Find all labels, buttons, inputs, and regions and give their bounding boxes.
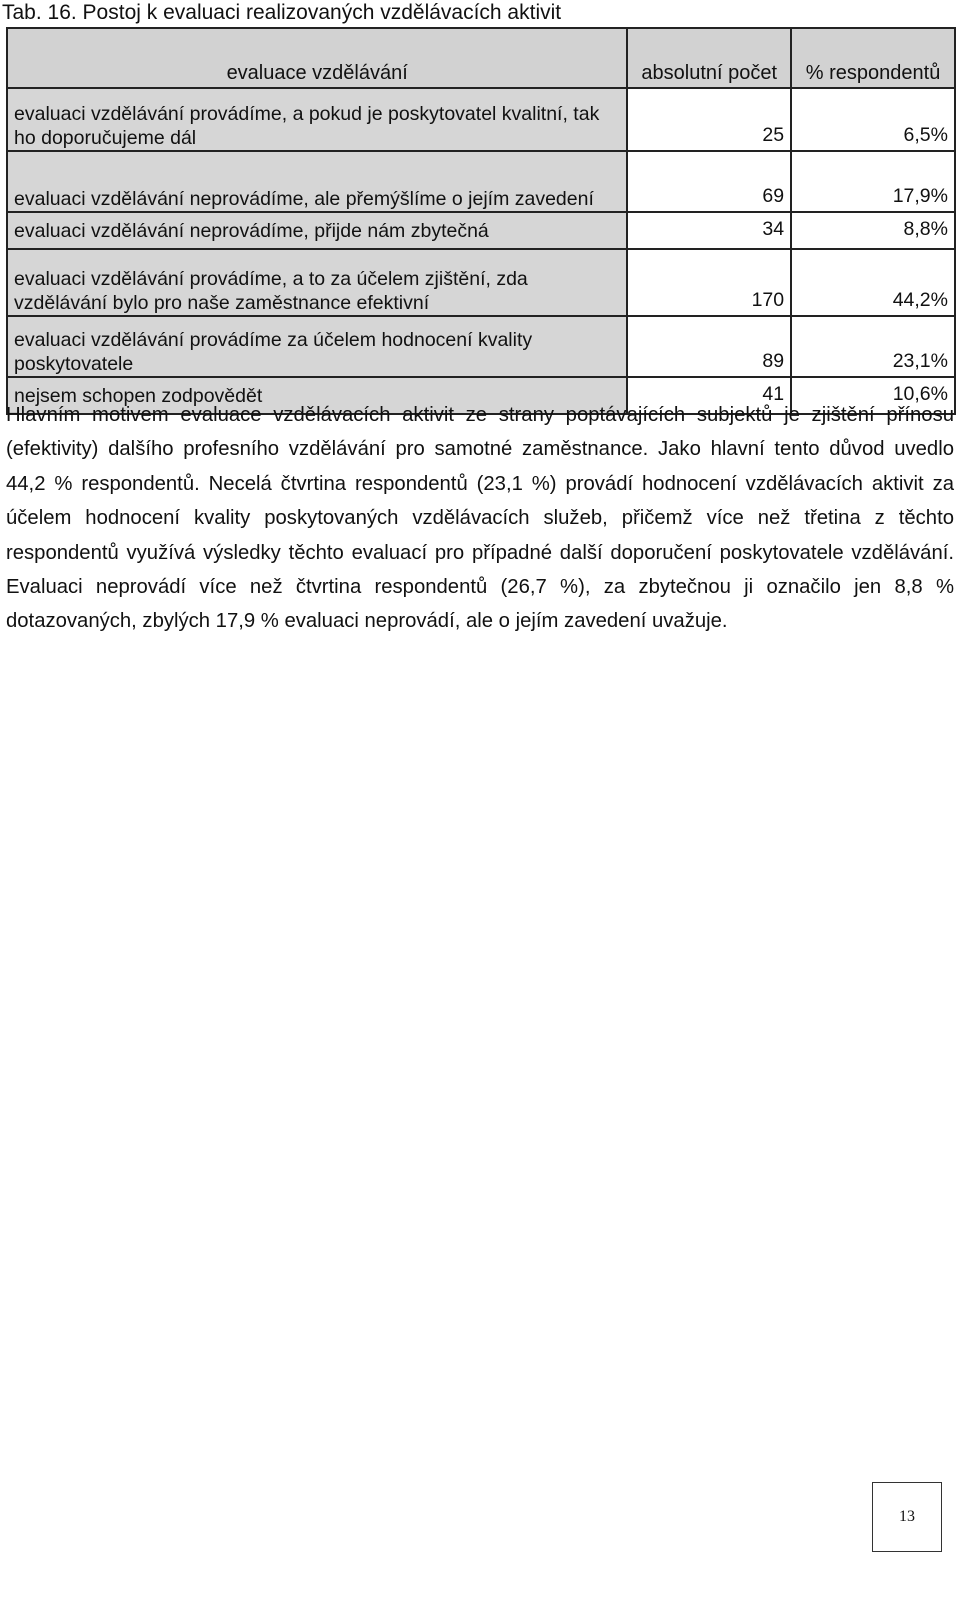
table-row	[7, 88, 955, 151]
table-row	[7, 151, 955, 212]
row-percent: 44,2%	[791, 249, 955, 316]
row-label: evaluaci vzdělávání provádíme za účelem hodnocení kvality poskytovatele	[7, 316, 627, 377]
header-absolute-count: absolutní počet	[627, 28, 791, 88]
row-count: 170	[627, 249, 791, 316]
row-label: nejsem schopen zodpovědět	[7, 377, 627, 414]
table-row	[7, 212, 955, 249]
row-label: evaluaci vzdělávání neprovádíme, přijde nám zbytečná	[7, 212, 627, 249]
row-percent: 10,6%	[791, 377, 955, 414]
row-label: evaluaci vzdělávání provádíme, a to za účelem zjištění, zda vzdělávání bylo pro naše zaměstnance efektivní	[7, 249, 627, 316]
row-count: 89	[627, 316, 791, 377]
page-number: 13	[872, 1482, 942, 1552]
row-count: 69	[627, 151, 791, 212]
row-count: 41	[627, 377, 791, 414]
row-count: 25	[627, 88, 791, 151]
row-percent: 17,9%	[791, 151, 955, 212]
row-percent: 6,5%	[791, 88, 955, 151]
row-percent: 23,1%	[791, 316, 955, 377]
row-label: evaluaci vzdělávání provádíme, a pokud je poskytovatel kvalitní, tak ho doporučujeme dál	[7, 88, 627, 151]
evaluation-table	[6, 27, 956, 415]
header-evaluation: evaluace vzdělávání	[7, 28, 627, 88]
row-count: 34	[627, 212, 791, 249]
table-caption: Tab. 16. Postoj k evaluaci realizovaných vzdělávacích aktivit	[2, 1, 562, 24]
body-paragraph: Hlavním motivem evaluace vzdělávacích aktivit ze strany poptávajících subjektů je zjištění přínosu (efektivity) dalšího profesního vzdělávání pro samotné zaměstnance. Jako hlavní tento důvod uvedlo 44,2 % respondentů. Necelá čtvrtina respondentů (23,1 %) provádí hodnocení vzdělávacích aktivit za účelem hodnocení kvality poskytovaných vzdělávacích služeb, přičemž více než třetina z těchto respondentů využívá výsledky těchto evaluací pro případné další doporučení poskytovatele vzdělávání. Evaluaci neprovádí více než čtvrtina respondentů (26,7 %), za zbytečnou ji označilo jen 8,8 % dotazovaných, zbylých 17,9 % evaluaci neprovádí, ale o jejím zavedení uvažuje.	[6, 404, 954, 633]
row-label: evaluaci vzdělávání neprovádíme, ale přemýšlíme o jejím zavedení	[7, 151, 627, 212]
table-header-row	[7, 28, 955, 88]
table-row	[7, 316, 955, 377]
table-row	[7, 249, 955, 316]
row-percent: 8,8%	[791, 212, 955, 249]
header-percent-respondents: % respondentů	[791, 28, 955, 88]
